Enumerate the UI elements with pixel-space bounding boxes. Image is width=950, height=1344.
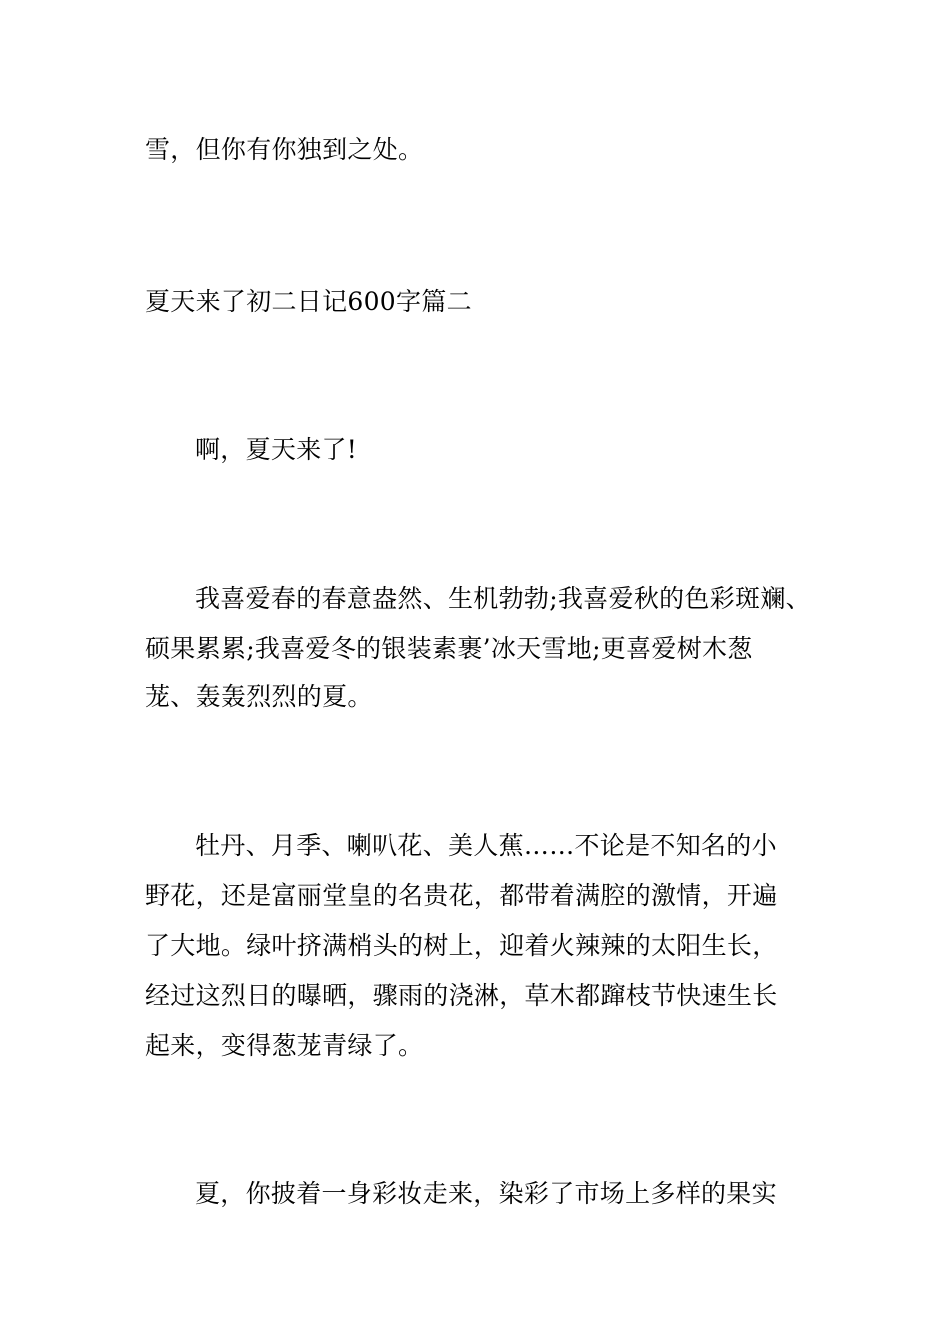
- paragraph-line: 经过这烈日的曝晒，骤雨的浇淋，草木都蹿枝节快速生长: [145, 981, 778, 1010]
- paragraph-line: 我喜爱春的春意盎然、生机勃勃;我喜爱秋的色彩斑斓、: [195, 584, 811, 613]
- paragraph-line: 茏、轰轰烈烈的夏。: [145, 682, 373, 711]
- paragraph-line: 野花，还是富丽堂皇的名贵花，都带着满腔的激情，开遍: [145, 881, 778, 910]
- paragraph-line: 起来，变得葱茏青绿了。: [145, 1031, 424, 1060]
- paragraph-line: 了大地。绿叶挤满梢头的树上，迎着火辣辣的太阳生长，: [145, 931, 778, 960]
- section-heading: 夏天来了初二日记600字篇二: [145, 287, 472, 316]
- paragraph-line: 啊，夏天来了!: [195, 435, 358, 464]
- paragraph-line: 硕果累累;我喜爱冬的银装素裹’冰天雪地;更喜爱树木葱: [145, 634, 753, 663]
- paragraph-line: 牡丹、月季、喇叭花、美人蕉……不论是不知名的小: [195, 831, 777, 860]
- paragraph-line: 夏，你披着一身彩妆走来，染彩了市场上多样的果实: [195, 1179, 777, 1208]
- paragraph-end-line: 雪，但你有你独到之处。: [145, 135, 424, 164]
